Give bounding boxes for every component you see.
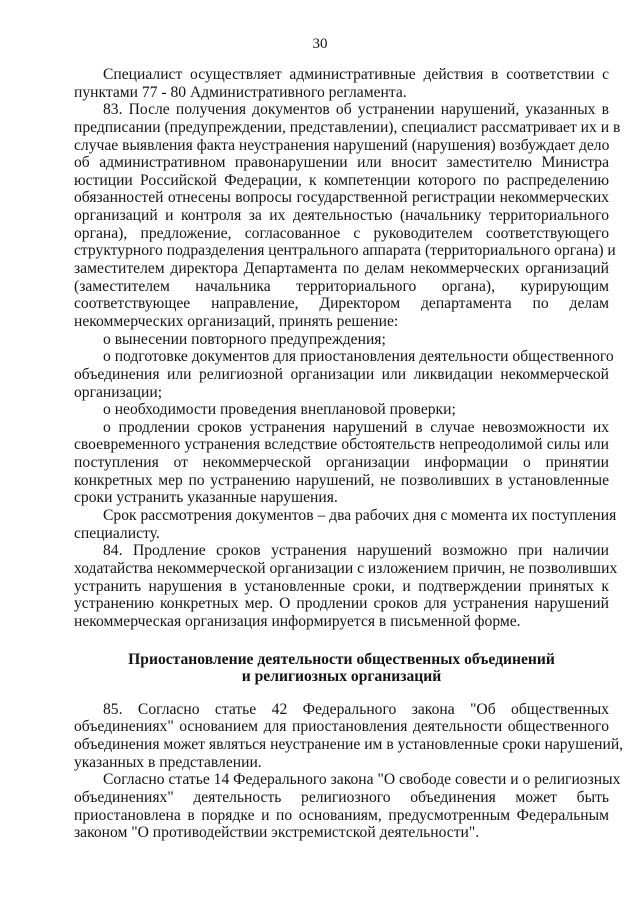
- text-line: (заместителем начальника территориального органа), курирующим: [74, 277, 609, 295]
- text-line: некоммерческих организаций, принять решение:: [74, 312, 399, 330]
- text-line: некоммерческая организация информируется в письменной форме.: [74, 612, 521, 630]
- text-line: 83. После получения документов об устранении нарушений, указанных в: [103, 101, 609, 119]
- text-line: о вынесении повторного предупреждения;: [103, 330, 386, 348]
- section-before-heading: [74, 66, 621, 631]
- text-line: о продлении сроков устранения нарушений в случае невозможности их: [103, 418, 609, 436]
- text-line: ходатайства некоммерческой организации с изложением причин, не позволивших: [74, 559, 618, 577]
- text-line: 84. Продление сроков устранения нарушений возможно при наличии: [103, 542, 609, 560]
- page-number: 30: [312, 36, 328, 52]
- text-line: предписании (предупреждении, представлении), специалист рассматривает их и в: [74, 118, 621, 136]
- text-line: соответствующее направление, Директором департамента по делам: [74, 295, 609, 313]
- paragraph: [74, 101, 621, 330]
- paragraph: [74, 700, 624, 772]
- text-line: организации;: [74, 383, 163, 401]
- text-line: законом "О противодействии экстремистской деятельности".: [74, 824, 480, 842]
- paragraph: [74, 542, 618, 630]
- text-line: Специалист осуществляет административные действия в соответствии с: [103, 66, 609, 83]
- text-line: случае выявления факта неустранения нарушений (нарушения) возбуждает дело: [74, 136, 610, 154]
- text-line: Срок рассмотрения документов – два рабочих дня с момента их поступления: [103, 507, 617, 525]
- text-line: организаций и контроля за их деятельностью (начальнику территориального: [74, 207, 609, 225]
- text-line: о подготовке документов для приостановления деятельности общественного: [103, 348, 614, 366]
- text-line: конкретных мер по устранению нарушений, не позволивших в установленные: [74, 471, 609, 489]
- text-line: объединения может являться неустранение им в установленные сроки нарушений,: [74, 736, 624, 754]
- paragraph: [74, 771, 621, 842]
- text-line: пунктами 77 - 80 Административного регламента.: [74, 83, 407, 101]
- text-line: о необходимости проведения внеплановой проверки;: [103, 401, 456, 419]
- text-line: устранить нарушения в установленные сроки, и подтверждении принятых к: [74, 577, 609, 595]
- text-line: обязанностей отнесены вопросы государственной регистрации некоммерческих: [74, 189, 609, 207]
- paragraph: [74, 507, 617, 542]
- paragraph: [74, 66, 609, 101]
- text-line: 85. Согласно статье 42 Федерального закона "Об общественных: [103, 700, 609, 718]
- text-line: объединениях" основанием для приостановления деятельности общественного: [74, 718, 609, 736]
- section-after-heading: [74, 700, 624, 842]
- paragraph: [74, 331, 609, 349]
- text-line: объединениях" деятельность религиозного объединения может быть: [74, 788, 609, 806]
- paragraph: [74, 401, 609, 419]
- text-line: органа), предложение, согласованное с руководителем соответствующего: [74, 224, 609, 242]
- paragraph: [74, 419, 609, 507]
- text-line: своевременного устранения вследствие обстоятельств непреодолимой силы или: [74, 436, 609, 454]
- text-line: поступления от некоммерческой организации информации о принятии: [74, 454, 609, 472]
- text-line: объединения или религиозной организации или ликвидации некоммерческой: [74, 365, 609, 383]
- text-line: устранению конкретных мер. О продлении сроков для устранения нарушений: [74, 595, 609, 613]
- text-line: специалисту.: [74, 524, 160, 542]
- text-line: Согласно статье 14 Федерального закона "О свободе совести и о религиозных: [103, 771, 621, 789]
- heading-line: и религиозных организаций: [241, 668, 442, 686]
- text-line: структурного подразделения центрального аппарата (территориального органа) и: [74, 242, 616, 260]
- section-heading: [74, 651, 609, 686]
- text-line: приостановлена в порядке и по основаниям, предусмотренным Федеральным: [74, 806, 609, 824]
- text-line: заместителем директора Департамента по делам некоммерческих организаций: [74, 260, 609, 278]
- paragraph: [74, 348, 614, 401]
- document-body: [74, 66, 624, 842]
- text-line: об административном правонарушении или вносит заместителю Министра: [74, 154, 609, 172]
- text-line: юстиции Российской Федерации, к компетенции которого по распределению: [74, 171, 609, 189]
- text-line: указанных в представлении.: [74, 753, 262, 771]
- heading-line: Приостановление деятельности общественных объединений: [128, 650, 555, 668]
- text-line: сроки устранить указанные нарушения.: [74, 489, 338, 507]
